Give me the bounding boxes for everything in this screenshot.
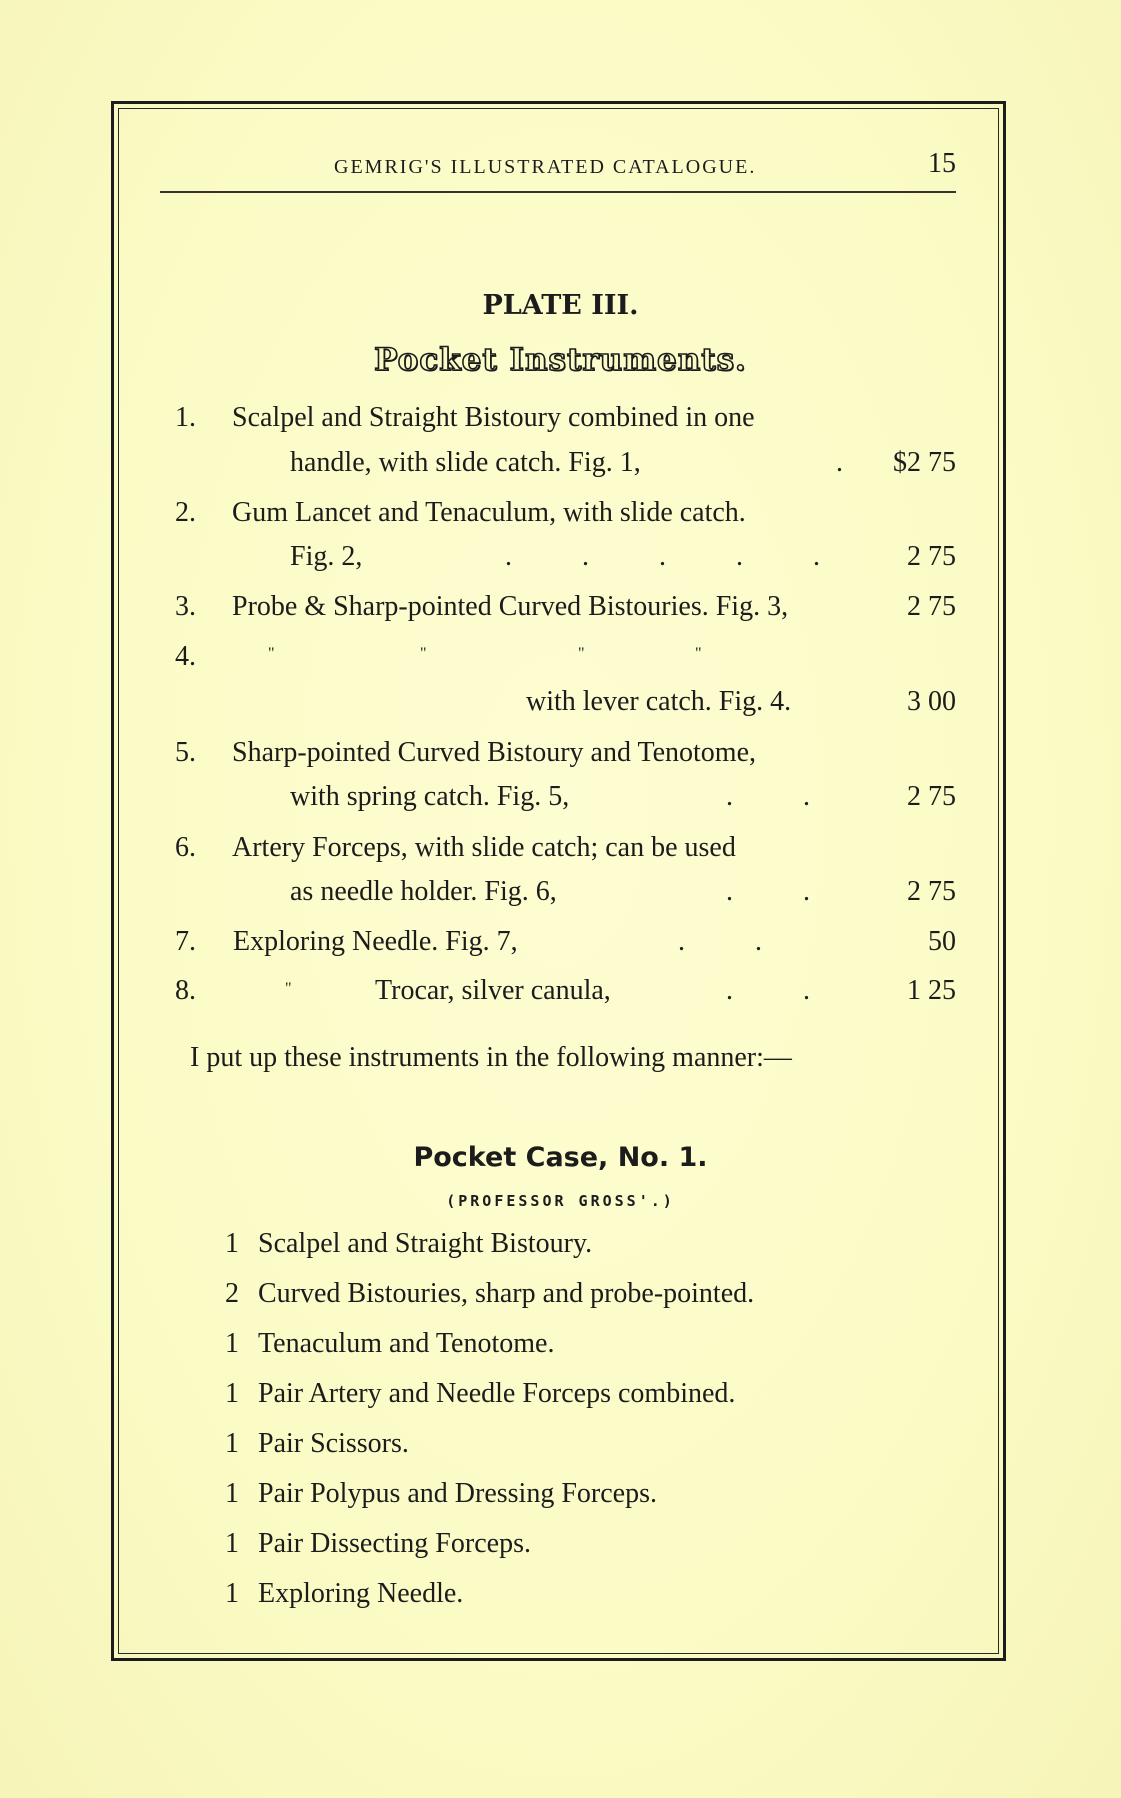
ditto-mark: " (695, 645, 702, 662)
item-price: 3 00 (907, 686, 956, 717)
item-description-continued: as needle holder. Fig. 6, (290, 876, 557, 907)
page-number: 15 (928, 148, 956, 179)
list-item (225, 1428, 409, 1460)
item-quantity: 1 (225, 1478, 239, 1509)
list-item (225, 1378, 735, 1410)
ditto-mark: " (420, 645, 427, 662)
item-number: 8. (175, 975, 196, 1006)
item-quantity: 2 (225, 1278, 239, 1309)
ditto-mark: " (285, 980, 292, 997)
item-number: 6. (175, 832, 196, 863)
list-item (225, 1278, 754, 1310)
section-title: Pocket Instruments. (374, 342, 747, 378)
leader-dots: . (836, 447, 843, 478)
running-title: GEMRIG'S ILLUSTRATED CATALOGUE. (334, 156, 757, 178)
item-quantity: 1 (225, 1228, 239, 1259)
ditto-mark: " (578, 645, 585, 662)
item-description: Probe & Sharp-pointed Curved Bistouries. Fig. 3, (232, 591, 789, 622)
leader-dots: . . (726, 975, 810, 1006)
item-description: Artery Forceps, with slide catch; can be used (232, 832, 736, 863)
item-text: Exploring Needle. (258, 1578, 464, 1609)
item-text: Tenaculum and Tenotome. (258, 1328, 555, 1359)
plate-title: PLATE III. (482, 290, 639, 321)
item-text: Scalpel and Straight Bistoury. (258, 1228, 593, 1259)
item-description-continued: Fig. 2, (290, 541, 363, 572)
item-number: 1. (175, 402, 196, 433)
list-item (225, 1578, 463, 1610)
item-number: 4. (175, 641, 196, 672)
item-price: 50 (928, 926, 956, 957)
list-item (225, 1478, 657, 1510)
pocket-case-subtitle: (PROFESSOR GROSS'.) (446, 1192, 675, 1210)
list-item (225, 1228, 592, 1260)
leader-dots: . . (678, 926, 762, 957)
item-number: 2. (175, 497, 196, 528)
item-number: 7. (175, 926, 196, 957)
leader-dots: . . . . . (505, 541, 820, 572)
item-description-continued: handle, with slide catch. Fig. 1, (290, 447, 641, 478)
item-description: Scalpel and Straight Bistoury combined in one (232, 402, 755, 433)
item-text: Pair Polypus and Dressing Forceps. (258, 1478, 657, 1509)
item-price: 2 75 (907, 541, 956, 572)
item-description: Sharp-pointed Curved Bistoury and Tenotome, (232, 737, 757, 768)
item-description: Exploring Needle. Fig. 7, (233, 926, 518, 957)
item-number: 5. (175, 737, 196, 768)
item-text: Pair Scissors. (258, 1428, 409, 1459)
list-item (225, 1528, 531, 1560)
pocket-case-title: Pocket Case, No. 1. (413, 1142, 708, 1173)
item-quantity: 1 (225, 1578, 239, 1609)
item-description: Gum Lancet and Tenaculum, with slide catch. (232, 497, 746, 528)
item-price: 2 75 (907, 876, 956, 907)
item-price: 2 75 (907, 591, 956, 622)
item-price: $2 75 (893, 447, 956, 478)
item-quantity: 1 (225, 1378, 239, 1409)
ditto-mark: " (268, 645, 275, 662)
leader-dots: . . (726, 781, 810, 812)
item-price: 2 75 (907, 781, 956, 812)
item-number: 3. (175, 591, 196, 622)
running-head (160, 148, 956, 188)
header-rule (160, 191, 956, 193)
item-quantity: 1 (225, 1428, 239, 1459)
item-text: Curved Bistouries, sharp and probe-pointed. (258, 1278, 755, 1309)
item-quantity: 1 (225, 1328, 239, 1359)
item-description-continued: with spring catch. Fig. 5, (290, 781, 570, 812)
item-text: Pair Dissecting Forceps. (258, 1528, 531, 1559)
item-description: Trocar, silver canula, (375, 975, 611, 1006)
leader-dots: . . (726, 876, 810, 907)
item-price: 1 25 (907, 975, 956, 1006)
intro-text: I put up these instruments in the following manner:— (190, 1042, 792, 1073)
list-item (225, 1328, 554, 1360)
item-text: Pair Artery and Needle Forceps combined. (258, 1378, 736, 1409)
item-description-continued: with lever catch. Fig. 4. (526, 686, 792, 717)
item-quantity: 1 (225, 1528, 239, 1559)
